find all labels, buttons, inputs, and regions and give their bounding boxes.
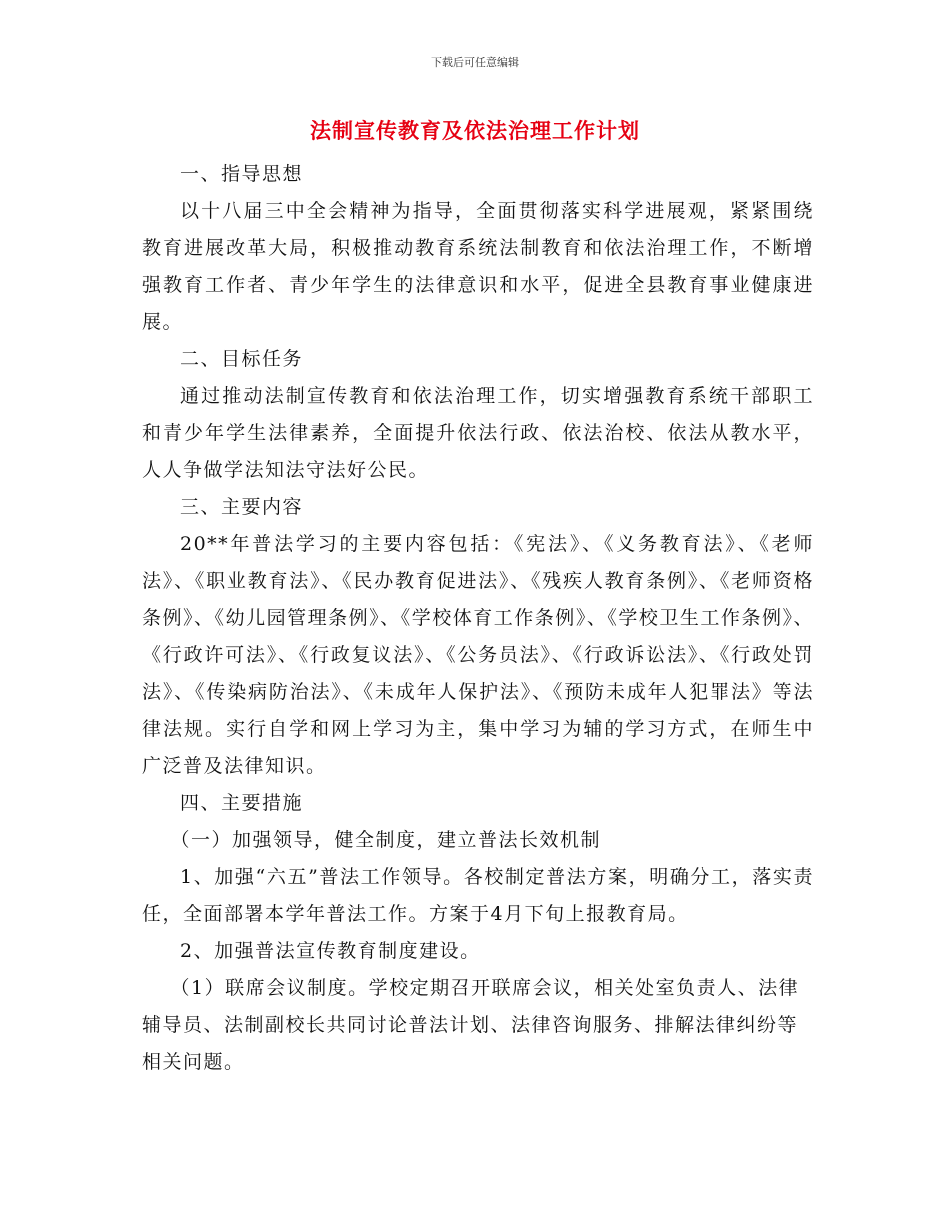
paragraph-measure-1: 1、加强“六五”普法工作领导。各校制定普法方案，明确分工，落实责任，全面部署本学年普法工作。方案于4月下旬上报教育局。 bbox=[142, 866, 814, 925]
section-heading-main-measures: 四、主要措施 bbox=[180, 792, 304, 814]
section-heading-goals: 二、目标任务 bbox=[180, 348, 304, 370]
paragraph-goals: 通过推动法制宣传教育和依法治理工作，切实增强教育系统干部职工和青少年学生法律素养，全面提升依法行政、依法治校、依法从教水平，人人争做学法知法守法好公民。 bbox=[142, 385, 814, 481]
document-body bbox=[142, 156, 814, 1081]
paragraph-guiding-ideology: 以十八届三中全会精神为指导，全面贯彻落实科学进展观，紧紧围绕教育进展改革大局，积极推动教育系统法制教育和依法治理工作，不断增强教育工作者、青少年学生的法律意识和水平，促进全县教育事业健康进展。 bbox=[142, 200, 814, 333]
paragraph-joint-meeting-system: （1）联席会议制度。学校定期召开联席会议，相关处室负责人、法律辅导员、法制副校长共同讨论普法计划、法律咨询服务、排解法律纠纷等相关问题。 bbox=[142, 977, 800, 1073]
subsection-heading-leadership: （一）加强领导，健全制度，建立普法长效机制 bbox=[170, 829, 602, 851]
paragraph-main-content: 20**年普法学习的主要内容包括：《宪法》、《义务教育法》、《老师法》、《职业教育法》、《民办教育促进法》、《残疾人教育条例》、《老师资格条例》、《幼儿园管理条例》、《学校体育工作条例》、《学校卫生工作条例》、《行政许可法》、《行政复议法》、《公务员法》、《行政诉讼法》、《行政处罚法》、《传染病防治法》、《未成年人保护法》、《预防未成年人犯罪法》等法律法规。实行自学和网上学习为主，集中学习为辅的学习方式，在师生中广泛普及法律知识。 bbox=[142, 533, 814, 777]
document-title: 法制宣传教育及依法治理工作计划 bbox=[310, 118, 640, 143]
section-heading-main-content: 三、主要内容 bbox=[180, 496, 304, 518]
section-heading-guiding-ideology: 一、指导思想 bbox=[180, 163, 304, 185]
paragraph-measure-2: 2、加强普法宣传教育制度建设。 bbox=[180, 940, 481, 962]
header-note: 下载后可任意编辑 bbox=[431, 56, 519, 69]
